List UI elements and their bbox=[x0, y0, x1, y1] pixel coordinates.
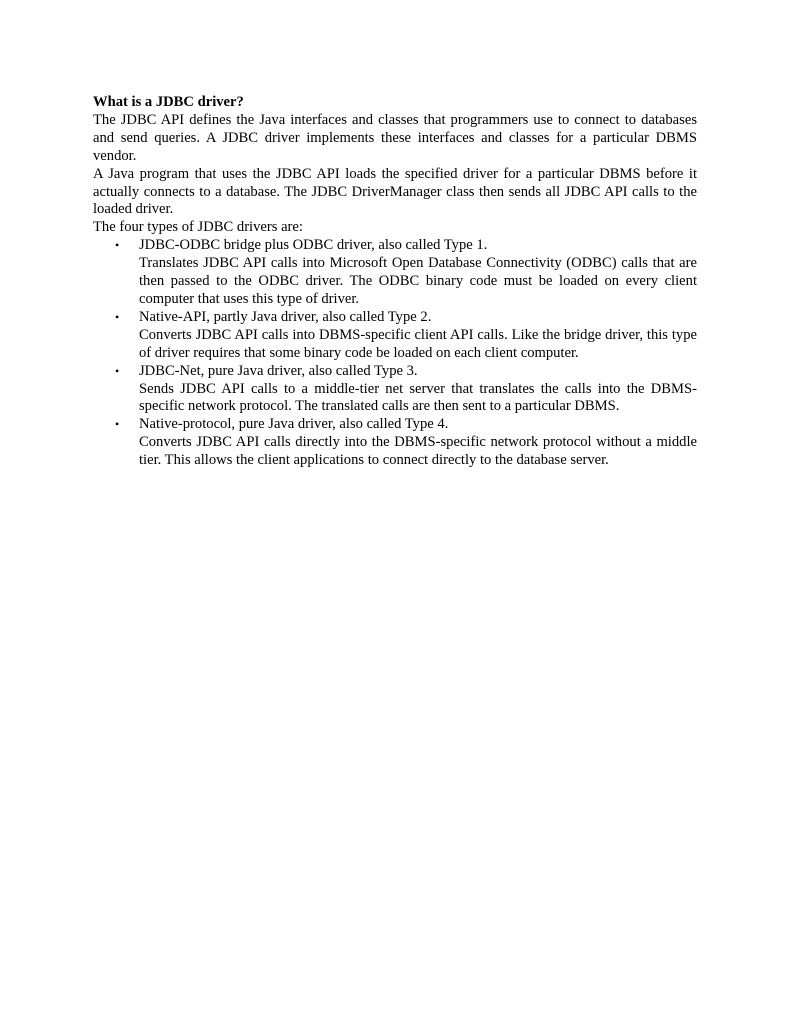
driver-types-intro: The four types of JDBC drivers are: bbox=[93, 219, 303, 236]
list-item-type-4 bbox=[93, 416, 697, 470]
driver-description: Converts JDBC API calls directly into the DBMS-specific network protocol without a middle tier. This allows the client applications to connect directly to the database server. bbox=[139, 434, 697, 469]
driver-name: JDBC-Net, pure Java driver, also called Type 3. bbox=[139, 362, 418, 379]
bullet-icon: • bbox=[115, 363, 120, 378]
list-item-type-1 bbox=[93, 237, 697, 309]
list-item-type-3 bbox=[93, 363, 697, 417]
driver-types-list bbox=[93, 237, 697, 470]
driver-description: Translates JDBC API calls into Microsoft Open Database Connectivity (ODBC) calls that are then passed to the ODBC driver. The ODBC binary code must be loaded on every client computer that uses this type of driver. bbox=[139, 255, 697, 307]
driver-name: Native-protocol, pure Java driver, also called Type 4. bbox=[139, 416, 449, 433]
intro-paragraph: The JDBC API defines the Java interfaces and classes that programmers use to connect to databases and send queries. A JDBC driver implements these interfaces and classes for a particular DBMS vendor. bbox=[93, 111, 697, 164]
driver-description: Sends JDBC API calls to a middle-tier net server that translates the calls into the DBMS-specific network protocol. The translated calls are then sent to a particular DBMS. bbox=[139, 380, 697, 415]
driver-name: JDBC-ODBC bridge plus ODBC driver, also called Type 1. bbox=[139, 237, 488, 254]
bullet-icon: • bbox=[115, 417, 120, 432]
document-page bbox=[93, 94, 697, 470]
bullet-icon: • bbox=[115, 238, 120, 253]
bullet-icon: • bbox=[115, 309, 120, 324]
driver-name: Native-API, partly Java driver, also called Type 2. bbox=[139, 308, 432, 325]
list-item-type-2 bbox=[93, 309, 697, 363]
driver-description: Converts JDBC API calls into DBMS-specific client API calls. Like the bridge driver, this type of driver requires that some binary code be loaded on each client computer. bbox=[139, 326, 697, 361]
document-title: What is a JDBC driver? bbox=[93, 94, 244, 110]
driver-loading-paragraph: A Java program that uses the JDBC API loads the specified driver for a particular DBMS before it actually connects to a database. The JDBC DriverManager class then sends all JDBC API calls to the loaded driver. bbox=[93, 165, 697, 218]
